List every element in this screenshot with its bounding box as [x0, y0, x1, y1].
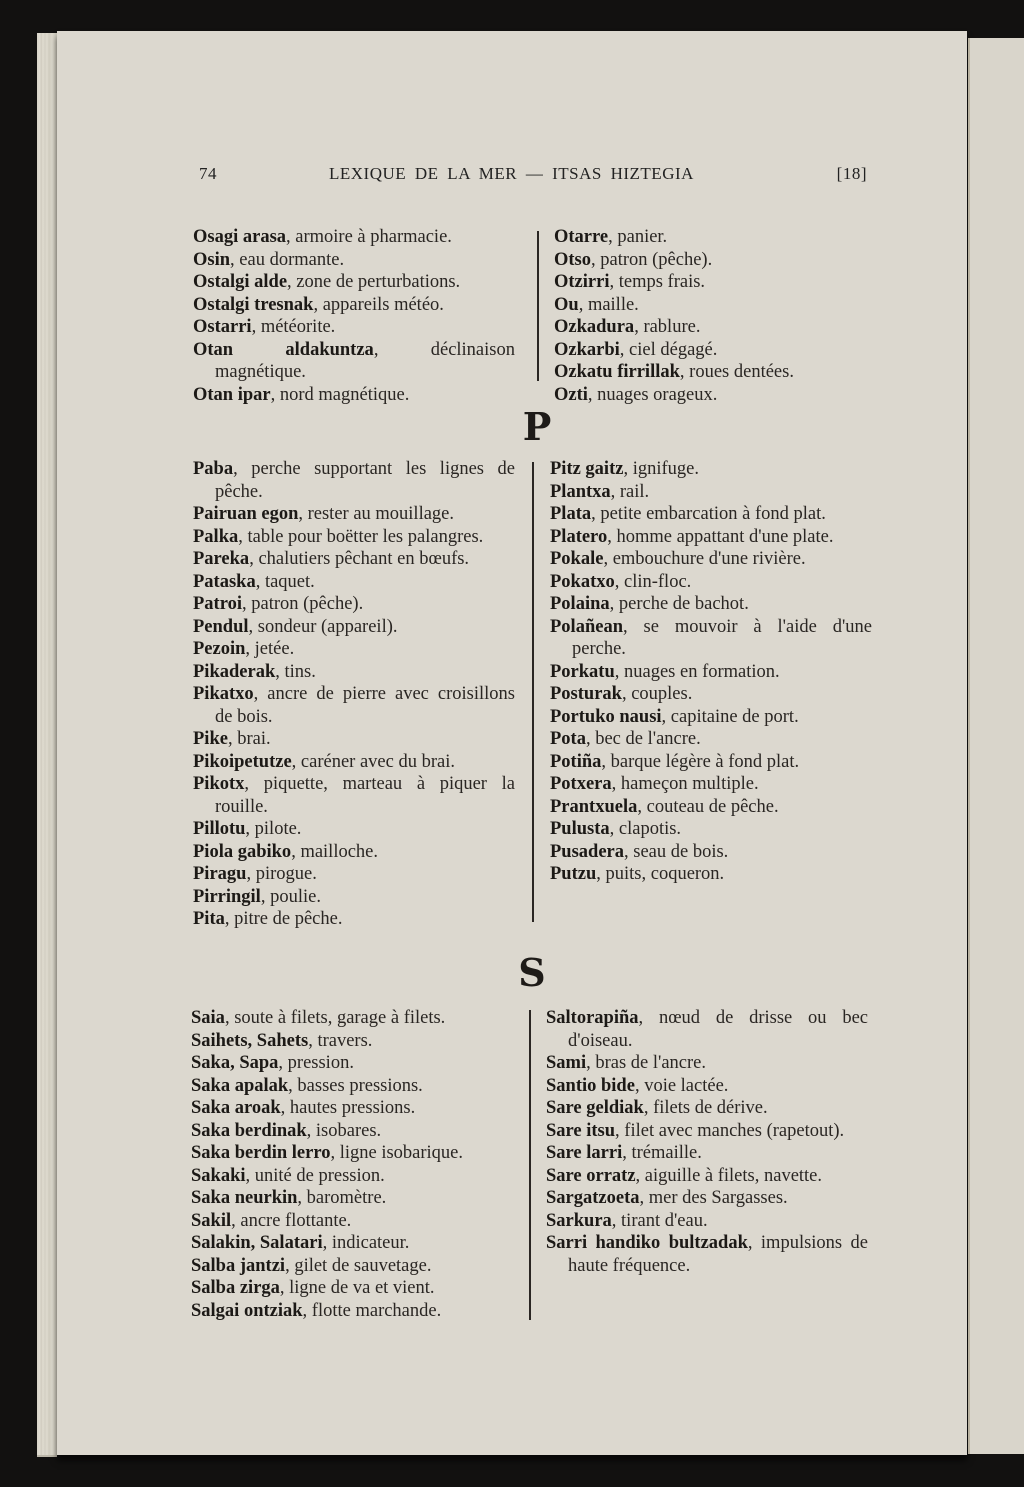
definition: , table pour boëtter les palangres. [238, 526, 484, 547]
dictionary-entry [191, 1187, 513, 1210]
dictionary-entry [546, 1075, 868, 1098]
definition: , pitre de pêche. [224, 909, 343, 929]
dictionary-entry [550, 458, 872, 481]
definition: , nuages orageux. [587, 384, 718, 405]
headword: Porkatu [550, 661, 615, 682]
headword: Ozkatu firrillak [554, 362, 680, 382]
headword: Platero [550, 526, 608, 547]
definition: , baromètre. [297, 1188, 387, 1208]
dictionary-entry [546, 1120, 868, 1143]
definition: , panier. [608, 227, 668, 247]
definition: , ancre de pierre avec croisillons de bois. [215, 684, 515, 727]
definition: , capitaine de port. [661, 706, 799, 727]
dictionary-entry [193, 271, 515, 294]
headword: Ostarri [193, 317, 252, 337]
dictionary-entry [193, 841, 515, 864]
definition: , indicateur. [322, 1233, 410, 1253]
dictionary-entry [550, 796, 872, 819]
definition: , perche supportant les lignes de pêche. [215, 459, 515, 502]
headword: Pike [193, 729, 228, 749]
headword: Prantxuela [550, 796, 638, 817]
definition: , poulie. [260, 886, 321, 907]
headword: Potiña [550, 751, 602, 772]
definition: , puits, coqueron. [596, 864, 725, 884]
definition: , armoire à pharmacie. [286, 227, 452, 247]
headword: Sami [546, 1053, 587, 1073]
headword: Osagi arasa [193, 227, 287, 247]
column-divider [529, 1010, 531, 1320]
dictionary-entry [550, 503, 872, 526]
dictionary-entry [546, 1187, 868, 1210]
headword: Saka berdin lerro [191, 1143, 331, 1163]
definition: , clin-floc. [614, 571, 692, 592]
headword: Pirringil [193, 886, 261, 907]
dictionary-entry [546, 1052, 868, 1075]
definition: , ignifuge. [623, 459, 699, 479]
dictionary-entry [191, 1075, 513, 1098]
dictionary-entry [550, 548, 872, 571]
dictionary-entry [554, 249, 876, 272]
dictionary-entry [554, 271, 876, 294]
dictionary-entry [193, 384, 515, 407]
headword: Sargatzoeta [546, 1188, 640, 1208]
definition: , ciel dégagé. [619, 339, 718, 360]
definition: , nœud de drisse ou bec d'oiseau. [568, 1008, 868, 1051]
headword: Polaina [550, 594, 610, 614]
definition: , appareils météo. [313, 294, 444, 315]
headword: Portuko nausi [550, 706, 662, 727]
dictionary-entry [193, 249, 515, 272]
definition: , hameçon multiple. [611, 774, 759, 794]
dictionary-entry [193, 751, 515, 774]
definition: , rester au mouillage. [298, 504, 455, 524]
dictionary-entry [191, 1007, 513, 1030]
definition: , piquette, marteau à piquer la rouille. [215, 774, 515, 817]
headword: Saka berdinak [191, 1120, 307, 1141]
dictionary-entry [191, 1120, 513, 1143]
dictionary-entry [550, 571, 872, 594]
dictionary-entry [193, 339, 515, 384]
definition: , météorite. [251, 317, 336, 337]
dictionary-entry [193, 773, 515, 818]
definition: , pilote. [245, 819, 302, 839]
dictionary-entry [193, 503, 515, 526]
dictionary-entry [193, 226, 515, 249]
section-letter-p: P [522, 404, 552, 449]
definition: , travers. [308, 1030, 373, 1051]
dictionary-entry [550, 616, 872, 661]
headword: Posturak [550, 684, 622, 704]
headword: Saia [191, 1008, 225, 1028]
headword: Otarre [554, 227, 609, 247]
definition: , aiguille à filets, navette. [635, 1165, 823, 1186]
headword: Putzu [550, 864, 597, 884]
dictionary-entry [550, 818, 872, 841]
definition: , homme appattant d'une plate. [607, 526, 834, 547]
headword: Salba zirga [191, 1278, 280, 1298]
headword: Plantxa [550, 481, 611, 502]
definition: , pirogue. [246, 864, 317, 884]
headword: Patroi [193, 594, 242, 614]
headword: Ou [554, 294, 579, 315]
headword: Otan ipar [193, 384, 271, 405]
dictionary-entry [550, 661, 872, 684]
headword: Palka [193, 526, 239, 547]
dictionary-entry [191, 1255, 513, 1278]
dictionary-entry [550, 841, 872, 864]
column-o-left [193, 226, 515, 406]
headword: Pataska [193, 571, 256, 592]
dictionary-entry [193, 863, 515, 886]
page-number: 74 [199, 164, 217, 183]
facing-page-edge [968, 38, 1024, 1454]
dictionary-entry [554, 316, 876, 339]
headword: Saihets, Sahets [191, 1030, 309, 1051]
definition: , barque légère à fond plat. [601, 751, 800, 772]
dictionary-entry [191, 1277, 513, 1300]
dictionary-entry [191, 1232, 513, 1255]
dictionary-entry [191, 1165, 513, 1188]
definition: , chalutiers pêchant en bœufs. [249, 549, 470, 569]
headword: Otzirri [554, 272, 610, 292]
dictionary-entry [554, 384, 876, 407]
definition: , tins. [275, 661, 316, 682]
definition: , sondeur (appareil). [248, 616, 398, 637]
headword: Pusadera [550, 841, 624, 862]
definition: , mer des Sargasses. [639, 1188, 788, 1208]
definition: , clapotis. [609, 819, 682, 839]
dictionary-entry [193, 908, 515, 931]
dictionary-entry [193, 593, 515, 616]
headword: Pareka [193, 549, 250, 569]
dictionary-entry [554, 339, 876, 362]
headword: Otso [554, 249, 591, 270]
column-o-right [554, 226, 876, 406]
dictionary-entry [193, 548, 515, 571]
dictionary-entry [546, 1232, 868, 1277]
headword: Ozti [554, 384, 588, 405]
dictionary-entry [193, 728, 515, 751]
dictionary-entry [191, 1142, 513, 1165]
dictionary-entry [191, 1030, 513, 1053]
headword: Sakil [191, 1210, 232, 1231]
definition: , soute à filets, garage à filets. [224, 1008, 446, 1028]
dictionary-entry [554, 361, 876, 384]
definition: , rail. [610, 481, 650, 502]
definition: , nord magnétique. [270, 384, 410, 405]
definition: , ancre flottante. [231, 1210, 352, 1231]
definition: , nuages en formation. [614, 661, 780, 682]
definition: , ligne de va et vient. [279, 1278, 435, 1298]
headword: Pikaderak [193, 661, 276, 682]
headword: Ostalgi alde [193, 272, 288, 292]
headword: Sakaki [191, 1165, 246, 1186]
column-p-left [193, 458, 515, 931]
headword: Ozkadura [554, 317, 635, 337]
headword: Pota [550, 729, 586, 749]
headword: Pikoipetutze [193, 751, 292, 772]
dictionary-entry [191, 1097, 513, 1120]
headword: Pendul [193, 616, 249, 637]
column-divider [537, 231, 539, 381]
dictionary-entry [193, 661, 515, 684]
headword: Polañean [550, 616, 623, 637]
definition: , filets de dérive. [643, 1098, 768, 1118]
headword: Pezoin [193, 639, 246, 659]
definition: , mailloche. [291, 841, 379, 862]
dictionary-entry [550, 773, 872, 796]
dictionary-entry [546, 1165, 868, 1188]
headword: Pikatxo [193, 684, 254, 704]
definition: , caréner avec du brai. [291, 751, 455, 772]
section-letter-s: S [518, 950, 546, 995]
column-divider [532, 462, 534, 922]
dictionary-entry [550, 481, 872, 504]
headword: Sare geldiak [546, 1098, 644, 1118]
running-head [199, 164, 867, 188]
headword: Potxera [550, 774, 612, 794]
definition: , pression. [278, 1053, 354, 1073]
definition: , patron (pêche). [241, 594, 364, 614]
running-title: LEXIQUE DE LA MER — ITSAS HIZTEGIA [329, 164, 694, 183]
dictionary-entry [546, 1142, 868, 1165]
dictionary-entry [550, 683, 872, 706]
definition: , trémaille. [622, 1143, 702, 1163]
dictionary-entry [193, 294, 515, 317]
dictionary-entry [554, 294, 876, 317]
definition: , eau dormante. [230, 249, 345, 270]
definition: , embouchure d'une rivière. [603, 549, 806, 569]
headword: Ostalgi tresnak [193, 294, 314, 315]
dictionary-entry [550, 706, 872, 729]
dictionary-entry [546, 1097, 868, 1120]
definition: , couples. [621, 684, 693, 704]
definition: , voie lactée. [634, 1075, 729, 1096]
definition: , roues dentées. [679, 362, 794, 382]
headword: Pokale [550, 549, 604, 569]
dictionary-entry [550, 593, 872, 616]
headword: Saka, Sapa [191, 1053, 279, 1073]
definition: , taquet. [255, 571, 315, 592]
headword: Piragu [193, 864, 247, 884]
headword: Pulusta [550, 819, 610, 839]
headword: Paba [193, 459, 234, 479]
definition: , ligne isobarique. [330, 1143, 464, 1163]
dictionary-entry [550, 526, 872, 549]
dictionary-entry [191, 1052, 513, 1075]
folio-number: [18] [836, 164, 867, 183]
headword: Otan aldakuntza [193, 339, 374, 360]
dictionary-entry [550, 863, 872, 886]
headword: Salgai ontziak [191, 1300, 303, 1321]
dictionary-entry [193, 818, 515, 841]
definition: , flotte marchande. [302, 1300, 442, 1321]
headword: Piola gabiko [193, 841, 292, 862]
dictionary-entry [193, 458, 515, 503]
headword: Plata [550, 504, 592, 524]
headword: Santio bide [546, 1075, 635, 1096]
definition: , zone de perturbations. [287, 272, 461, 292]
headword: Sare larri [546, 1143, 623, 1163]
headword: Ozkarbi [554, 339, 620, 360]
column-s-right [546, 1007, 868, 1277]
definition: , basses pressions. [288, 1075, 423, 1096]
headword: Pokatxo [550, 571, 615, 592]
definition: , brai. [227, 729, 271, 749]
headword: Saka neurkin [191, 1188, 298, 1208]
column-s-left [191, 1007, 513, 1322]
headword: Sare itsu [546, 1120, 616, 1141]
definition: , impulsions de haute fréquence. [568, 1233, 868, 1276]
definition: , patron (pêche). [591, 249, 713, 270]
definition: , déclinaison magnétique. [215, 339, 515, 382]
headword: Pillotu [193, 819, 246, 839]
definition: , bras de l'ancre. [586, 1053, 707, 1073]
definition: , maille. [578, 294, 639, 315]
column-p-right [550, 458, 872, 886]
dictionary-entry [193, 571, 515, 594]
definition: , perche de bachot. [609, 594, 749, 614]
headword: Pita [193, 909, 225, 929]
dictionary-entry [550, 751, 872, 774]
definition: , rablure. [634, 317, 701, 337]
headword: Sarkura [546, 1210, 612, 1231]
headword: Saltorapiña [546, 1008, 639, 1028]
definition: , jetée. [245, 639, 295, 659]
headword: Sare orratz [546, 1165, 636, 1186]
headword: Saka apalak [191, 1075, 289, 1096]
dictionary-entry [193, 683, 515, 728]
dictionary-entry [193, 638, 515, 661]
dictionary-entry [193, 886, 515, 909]
page-stack-edge [37, 33, 57, 1457]
dictionary-entry [193, 616, 515, 639]
dictionary-entry [554, 226, 876, 249]
dictionary-entry [191, 1300, 513, 1323]
definition: , filet avec manches (rapetout). [615, 1120, 845, 1141]
definition: , hautes pressions. [280, 1098, 416, 1118]
headword: Salakin, Salatari [191, 1233, 323, 1253]
definition: , tirant d'eau. [611, 1210, 708, 1231]
definition: , unité de pression. [245, 1165, 385, 1186]
dictionary-entry [546, 1007, 868, 1052]
headword: Salba jantzi [191, 1255, 286, 1276]
definition: , isobares. [306, 1120, 382, 1141]
headword: Pikotx [193, 774, 245, 794]
definition: , gilet de sauvetage. [285, 1255, 432, 1276]
headword: Pairuan egon [193, 504, 299, 524]
dictionary-entry [550, 728, 872, 751]
dictionary-entry [193, 316, 515, 339]
definition: , couteau de pêche. [637, 796, 779, 817]
dictionary-entry [193, 526, 515, 549]
definition: , petite embarcation à fond plat. [591, 504, 826, 524]
headword: Saka aroak [191, 1098, 281, 1118]
dictionary-entry [191, 1210, 513, 1233]
headword: Sarri handiko bultzadak [546, 1233, 748, 1253]
headword: Osin [193, 249, 231, 270]
definition: , se mouvoir à l'aide d'une perche. [572, 616, 872, 659]
definition: , seau de bois. [624, 841, 729, 862]
definition: , bec de l'ancre. [585, 729, 701, 749]
definition: , temps frais. [609, 272, 706, 292]
headword: Pitz gaitz [550, 459, 624, 479]
dictionary-entry [546, 1210, 868, 1233]
